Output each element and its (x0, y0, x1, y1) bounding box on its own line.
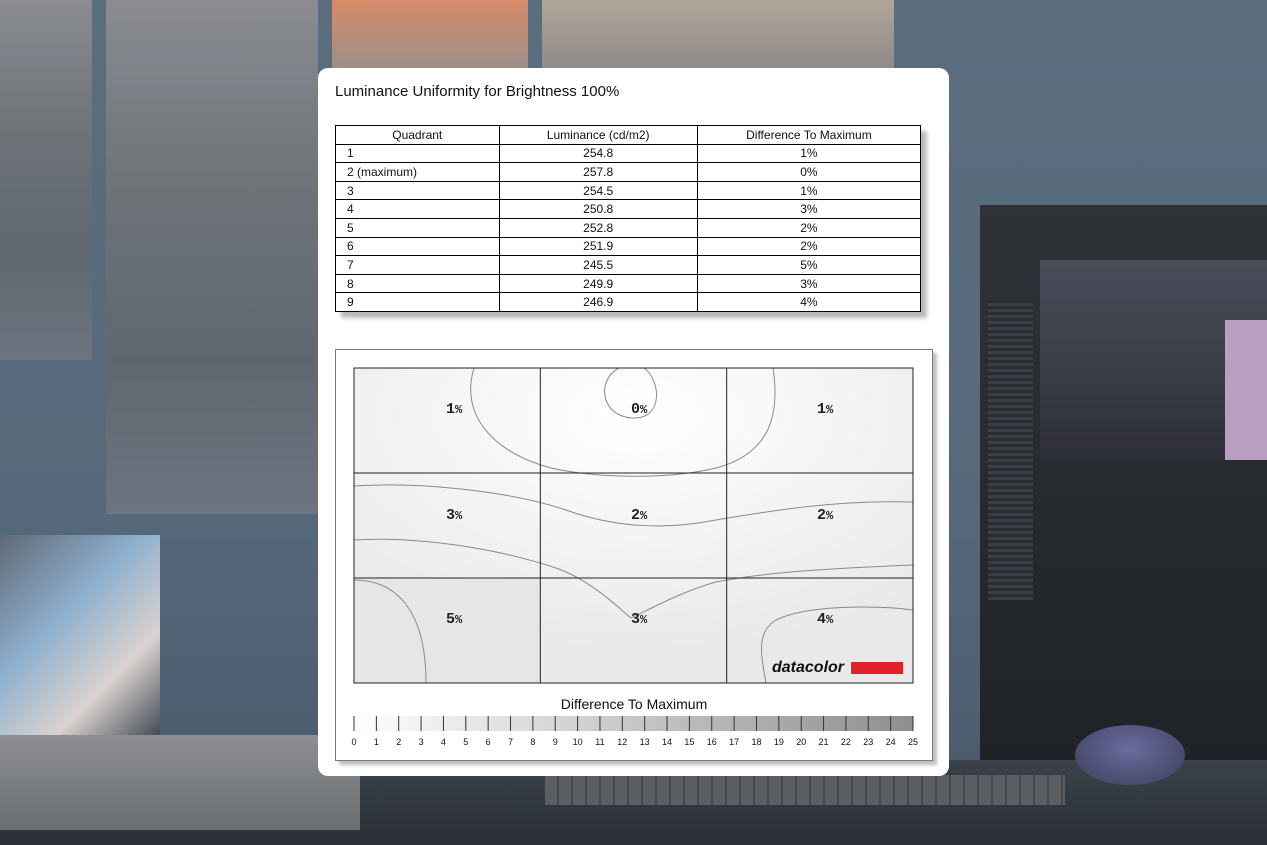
difference-cell: 2% (697, 237, 920, 256)
datacolor-logo-bar (851, 662, 903, 674)
legend-tick-label: 3 (418, 737, 424, 747)
difference-cell: 1% (697, 144, 920, 163)
luminance-cell: 251.9 (499, 237, 697, 256)
wall-art-panel (332, 0, 528, 70)
mouse (1075, 725, 1185, 785)
legend-tick-label: 13 (639, 737, 650, 747)
table-row (336, 200, 921, 219)
cell-label-4: 3% (446, 507, 463, 524)
cell-label-5: 2% (631, 507, 648, 524)
wall-art-panel (0, 0, 92, 360)
pc-case-mesh (988, 300, 1033, 600)
table-row (336, 144, 921, 163)
luminance-cell: 245.5 (499, 256, 697, 275)
quadrant-cell: 4 (336, 200, 500, 219)
cell-label-7: 5% (446, 611, 463, 628)
card-title: Luminance Uniformity for Brightness 100% (335, 83, 620, 100)
legend-title: Difference To Maximum (560, 696, 708, 712)
luminance-cell: 252.8 (499, 218, 697, 237)
wall-art-panel (106, 0, 318, 514)
difference-cell: 0% (697, 163, 920, 182)
table-row (336, 256, 921, 275)
legend-tick-label: 23 (863, 737, 874, 747)
legend-tick-label: 9 (552, 737, 558, 747)
legend-tick-label: 2 (396, 737, 402, 747)
legend-tick-label: 17 (729, 737, 740, 747)
table-row (336, 163, 921, 182)
table-header-row (336, 126, 921, 145)
legend-tick-label: 11 (595, 737, 605, 747)
legend-tick-label: 24 (885, 737, 896, 747)
quadrant-cell: 7 (336, 256, 500, 275)
legend-tick-label: 7 (508, 737, 514, 747)
cell-label-9: 4% (817, 611, 834, 628)
legend-tick-label: 18 (751, 737, 762, 747)
difference-cell: 2% (697, 218, 920, 237)
cell-label-1: 1% (446, 401, 463, 418)
cell-label-3: 1% (817, 401, 834, 418)
luminance-table-wrap (335, 125, 921, 312)
legend-tick-label: 10 (572, 737, 583, 747)
luminance-cell: 246.9 (499, 293, 697, 312)
quadrant-cell: 2 (maximum) (336, 163, 500, 182)
difference-cell: 1% (697, 181, 920, 200)
difference-cell: 4% (697, 293, 920, 312)
luminance-cell: 254.8 (499, 144, 697, 163)
legend-tick-label: 12 (617, 737, 628, 747)
difference-cell: 3% (697, 274, 920, 293)
cell-label-8: 3% (631, 611, 648, 628)
quadrant-cell: 5 (336, 218, 500, 237)
legend-tick-label: 19 (773, 737, 784, 747)
luminance-cell: 257.8 (499, 163, 697, 182)
cell-label-2: 0% (631, 401, 648, 418)
legend-tick-label: 15 (684, 737, 695, 747)
legend-tick-label: 21 (818, 737, 829, 747)
datacolor-logo-text: datacolor (772, 659, 845, 676)
header-luminance: Luminance (cd/m2) (499, 126, 697, 145)
legend-tick-label: 8 (530, 737, 536, 747)
legend-tick-label: 6 (485, 737, 491, 747)
quadrant-cell: 9 (336, 293, 500, 312)
table-row (336, 274, 921, 293)
luminance-cell: 254.5 (499, 181, 697, 200)
quadrant-cell: 1 (336, 144, 500, 163)
pc-rgb-glow (1225, 320, 1267, 460)
difference-cell: 5% (697, 256, 920, 275)
legend-tick-label: 16 (706, 737, 717, 747)
quadrant-cell: 3 (336, 181, 500, 200)
legend-tick-label: 20 (796, 737, 807, 747)
luminance-cell: 249.9 (499, 274, 697, 293)
laptop-keyboard-deck (0, 735, 360, 830)
difference-cell: 3% (697, 200, 920, 219)
wall-art-panel (542, 0, 894, 70)
legend-tick-label: 5 (463, 737, 469, 747)
legend-tick-label: 25 (907, 737, 919, 747)
legend-tick-label: 1 (373, 737, 379, 747)
quadrant-cell: 6 (336, 237, 500, 256)
map-shade-5pct (354, 578, 540, 683)
luminance-card (318, 68, 949, 776)
legend-tick-label: 22 (840, 737, 851, 747)
quadrant-cell: 8 (336, 274, 500, 293)
luminance-cell: 250.8 (499, 200, 697, 219)
keyboard (545, 775, 1065, 805)
legend-tick-label: 4 (440, 737, 446, 747)
header-quadrant: Quadrant (336, 126, 500, 145)
luminance-table (335, 125, 921, 312)
legend-tick-label: 0 (351, 737, 357, 747)
laptop-screen (0, 535, 160, 740)
legend-scale-bar (354, 716, 913, 731)
header-difference: Difference To Maximum (697, 126, 920, 145)
table-row (336, 237, 921, 256)
cell-label-6: 2% (817, 507, 834, 524)
table-row (336, 181, 921, 200)
uniformity-map-frame (335, 349, 933, 761)
table-row (336, 293, 921, 312)
legend-tick-label: 14 (662, 737, 673, 747)
table-row (336, 218, 921, 237)
